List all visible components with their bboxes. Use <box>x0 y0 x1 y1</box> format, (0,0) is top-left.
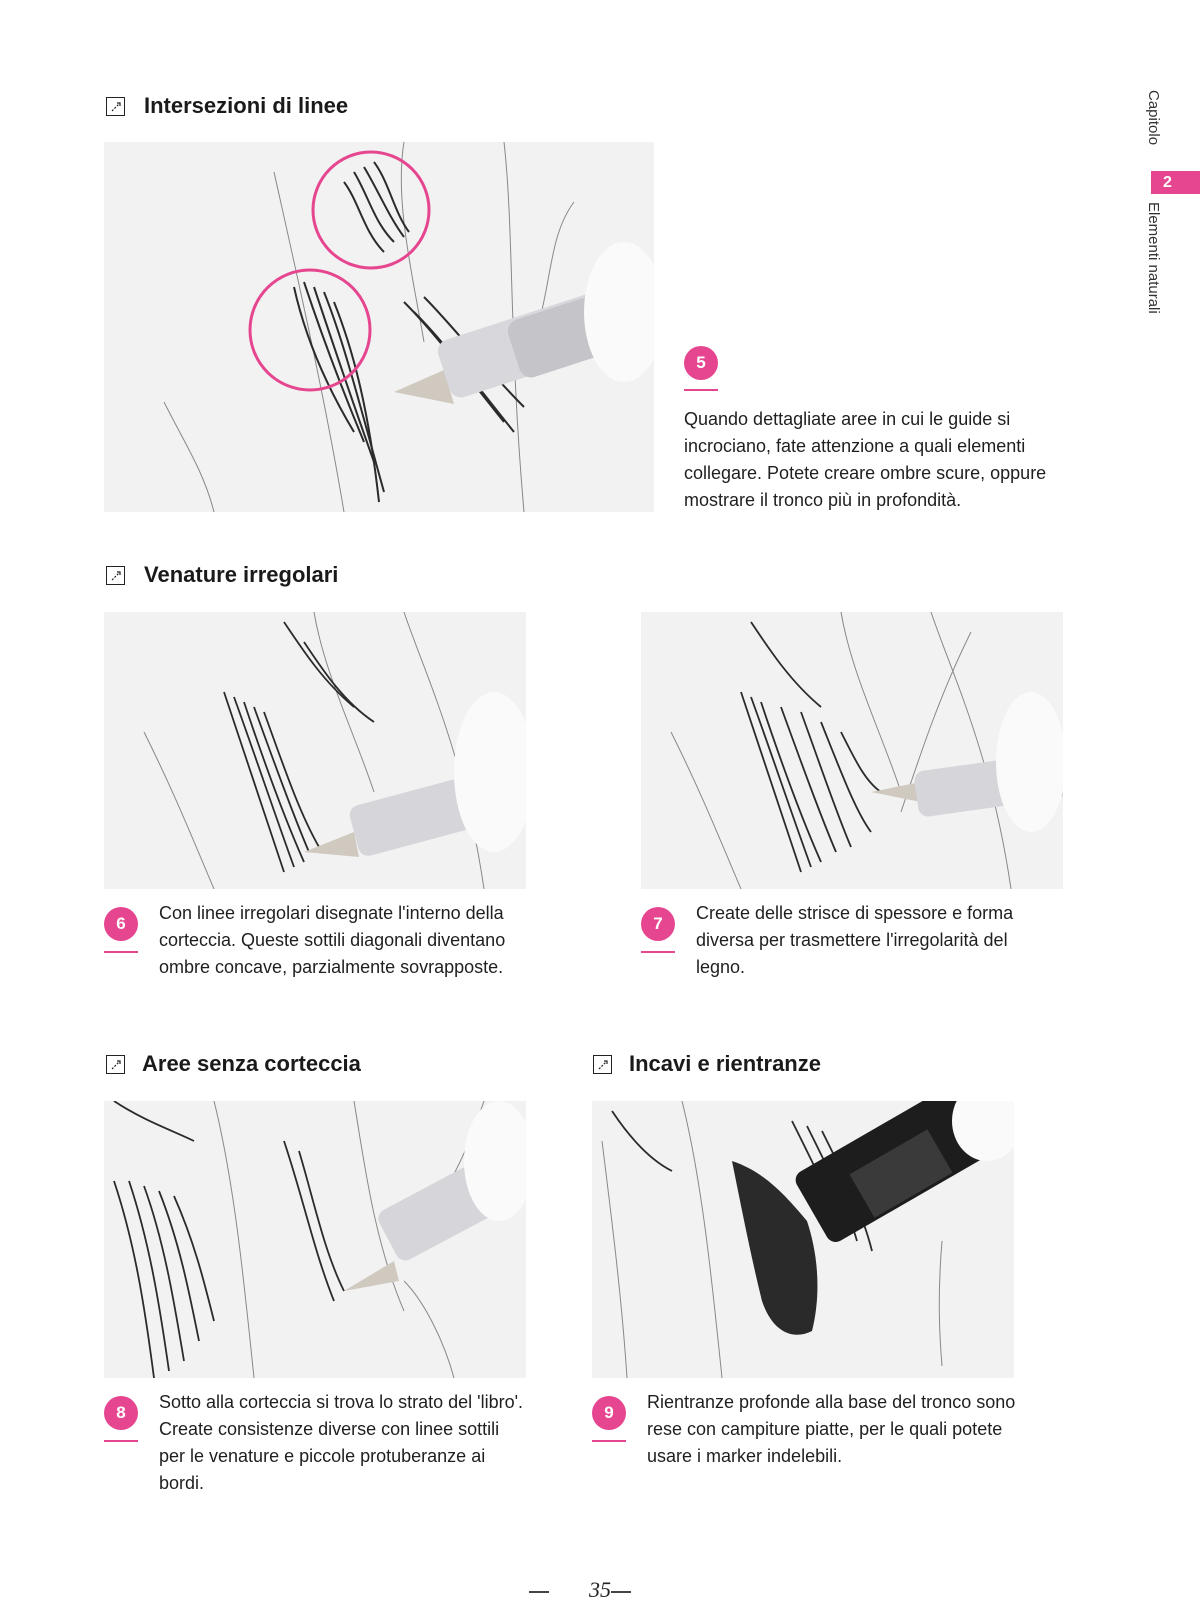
step-badge: 9 <box>592 1396 626 1430</box>
section-title: Aree senza corteccia <box>142 1051 361 1076</box>
step-text: Con linee irregolari disegnate l'interno della corteccia. Queste sottili diagonali diventano ombre concave, parzialmente sovrapposte. <box>159 903 506 977</box>
step-text: Create delle strisce di spessore e forma diversa per trasmettere l'irregolarità del legno. <box>696 903 1014 977</box>
step-text: Sotto alla corteccia si trova lo strato del 'libro'. Create consistenze diverse con linee sottili per le venature e piccole protuberanze ai bordi. <box>159 1392 524 1493</box>
step-badge: 5 <box>684 346 718 380</box>
photo-step-8 <box>104 1101 526 1378</box>
section-icon <box>106 1055 125 1074</box>
step-underline <box>684 389 718 391</box>
photo-step-7 <box>641 612 1063 889</box>
section-icon <box>106 566 125 585</box>
photo-intersections <box>104 142 654 512</box>
step-badge: 6 <box>104 907 138 941</box>
page-number: 35 <box>589 1577 611 1602</box>
step-underline <box>592 1440 626 1442</box>
photo-step-9 <box>592 1101 1014 1378</box>
section-title: Incavi e rientranze <box>629 1051 821 1076</box>
chapter-number: 2 <box>1151 171 1200 194</box>
photo-step-6 <box>104 612 526 889</box>
section-icon <box>593 1055 612 1074</box>
step-text: Quando dettagliate aree in cui le guide si incrociano, fate attenzione a quali elementi collegare. Potete creare ombre scure, oppure mostrare il tronco più in profondità. <box>684 409 1047 510</box>
section-title: Venature irregolari <box>144 562 339 587</box>
step-text: Rientranze profonde alla base del tronco sono rese con campiture piatte, per le quali potete usare i marker indelebili. <box>647 1392 1016 1466</box>
step-underline <box>641 951 675 953</box>
step-underline <box>104 1440 138 1442</box>
page-number-dash-right <box>611 1591 631 1593</box>
step-badge: 7 <box>641 907 675 941</box>
chapter-label: Capitolo <box>1145 90 1162 146</box>
chapter-title: Elementi naturali <box>1145 202 1162 314</box>
section-icon <box>106 97 125 116</box>
section-title: Intersezioni di linee <box>144 93 349 118</box>
step-badge: 8 <box>104 1396 138 1430</box>
step-underline <box>104 951 138 953</box>
